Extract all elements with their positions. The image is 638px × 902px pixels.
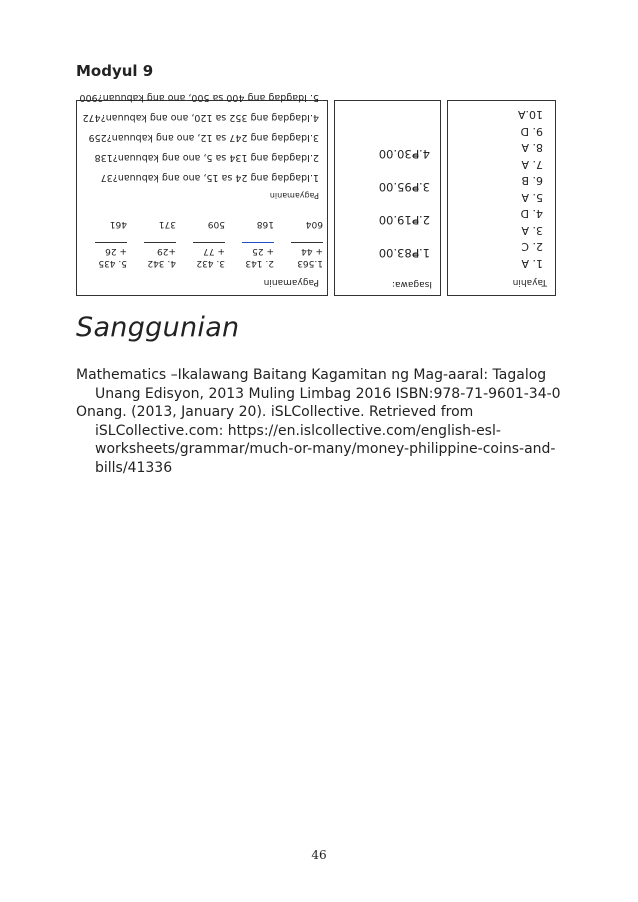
list-item: 5. Idagdag ang 400 sa 500, ano ang kabuuan?900 [79,92,319,103]
pagyamanin-box [76,92,328,296]
pagyamanin-heading-2: Pagyamanin [269,191,319,200]
list-item: 2. C [521,240,543,254]
sum-result: 461 [109,219,127,229]
isagawa-answers [335,137,430,269]
references-title: Sanggunian [76,312,240,343]
list-item: 3.₱95.00 [378,180,430,194]
sum-item [274,218,323,269]
sum-addend: + 25 [252,246,274,256]
list-item: 3.Idagdag ang 247 sa 12, ano ang kabuuan?259 [88,132,319,143]
list-item: 1. A [521,257,543,270]
sum-result: 371 [158,219,176,229]
pagyamanin-heading: Pagyamanin [263,277,319,287]
sum-top: 4. 342 [147,258,176,268]
tayahin-heading: Tayahin [512,277,547,287]
reference-item: Onang. (2013, January 20). iSLCollective. Retrieved from iSLCollective.com: https://en.islcollective.com/english-esl-worksheets/grammar/much-or-many/money-philippine-coins-and-bills/41336 [76,404,556,476]
reference-item: Mathematics –Ikalawang Baitang Kagamitan ng Mag-aaral: Tagalog Unang Edisyon, 2013 Muling Limbag 2016 ISBN:978-71-9601-34-0 [76,367,561,402]
sum-item [225,218,274,269]
sum-line [144,230,176,243]
sum-item [78,218,127,269]
list-item: 6. B [521,174,543,188]
answer-key-rotated [76,92,556,296]
sum-addend: + 44 [301,246,323,256]
sum-item [127,218,176,269]
sum-top: 1.563 [297,258,323,268]
list-item: 5. A [521,191,543,204]
list-item: 1.Idagdag ang 24 sa 15, ano ang kabuuan?37 [100,172,319,183]
list-item: 8. A [521,141,543,155]
sum-addend: + 26 [105,246,127,256]
sum-item [176,218,225,269]
isagawa-heading: Isagawa: [392,279,432,289]
sum-top: 5. 435 [98,258,127,268]
sum-top: 3. 432 [196,258,225,268]
sum-result: 168 [256,219,274,229]
list-item: 4.₱30.00 [378,147,430,161]
sum-line [95,230,127,243]
references-list [76,366,566,477]
list-item: 4. D [520,207,543,221]
module-title: Modyul 9 [76,62,154,80]
word-problems [77,87,319,187]
sum-line [291,230,323,243]
sum-result: 509 [207,219,225,229]
sum-line [193,230,225,243]
list-item: 3. A [521,224,543,237]
list-item: 4.Idagdag ang 352 sa 120, ano ang kabuuan?472 [82,112,319,123]
page-number: 46 [311,848,327,862]
list-item: 2.₱19.00 [378,213,430,227]
sum-top: 2. 143 [245,258,274,268]
sum-addend: +29 [157,246,176,256]
sum-line [242,230,274,243]
tayahin-box [447,100,556,296]
list-item: 1.₱83.00 [378,246,430,260]
list-item: 9. D [520,125,543,138]
isagawa-box [334,100,441,296]
list-item: 7. A [521,158,543,171]
list-item: 2.Idagdag ang 134 sa 5, ano ang kabuuan?138 [94,152,319,163]
addition-sums [77,218,323,269]
sum-addend: + 77 [203,246,225,256]
list-item: 10.A [517,108,543,122]
tayahin-answers [448,106,543,271]
sum-result: 604 [305,219,323,229]
